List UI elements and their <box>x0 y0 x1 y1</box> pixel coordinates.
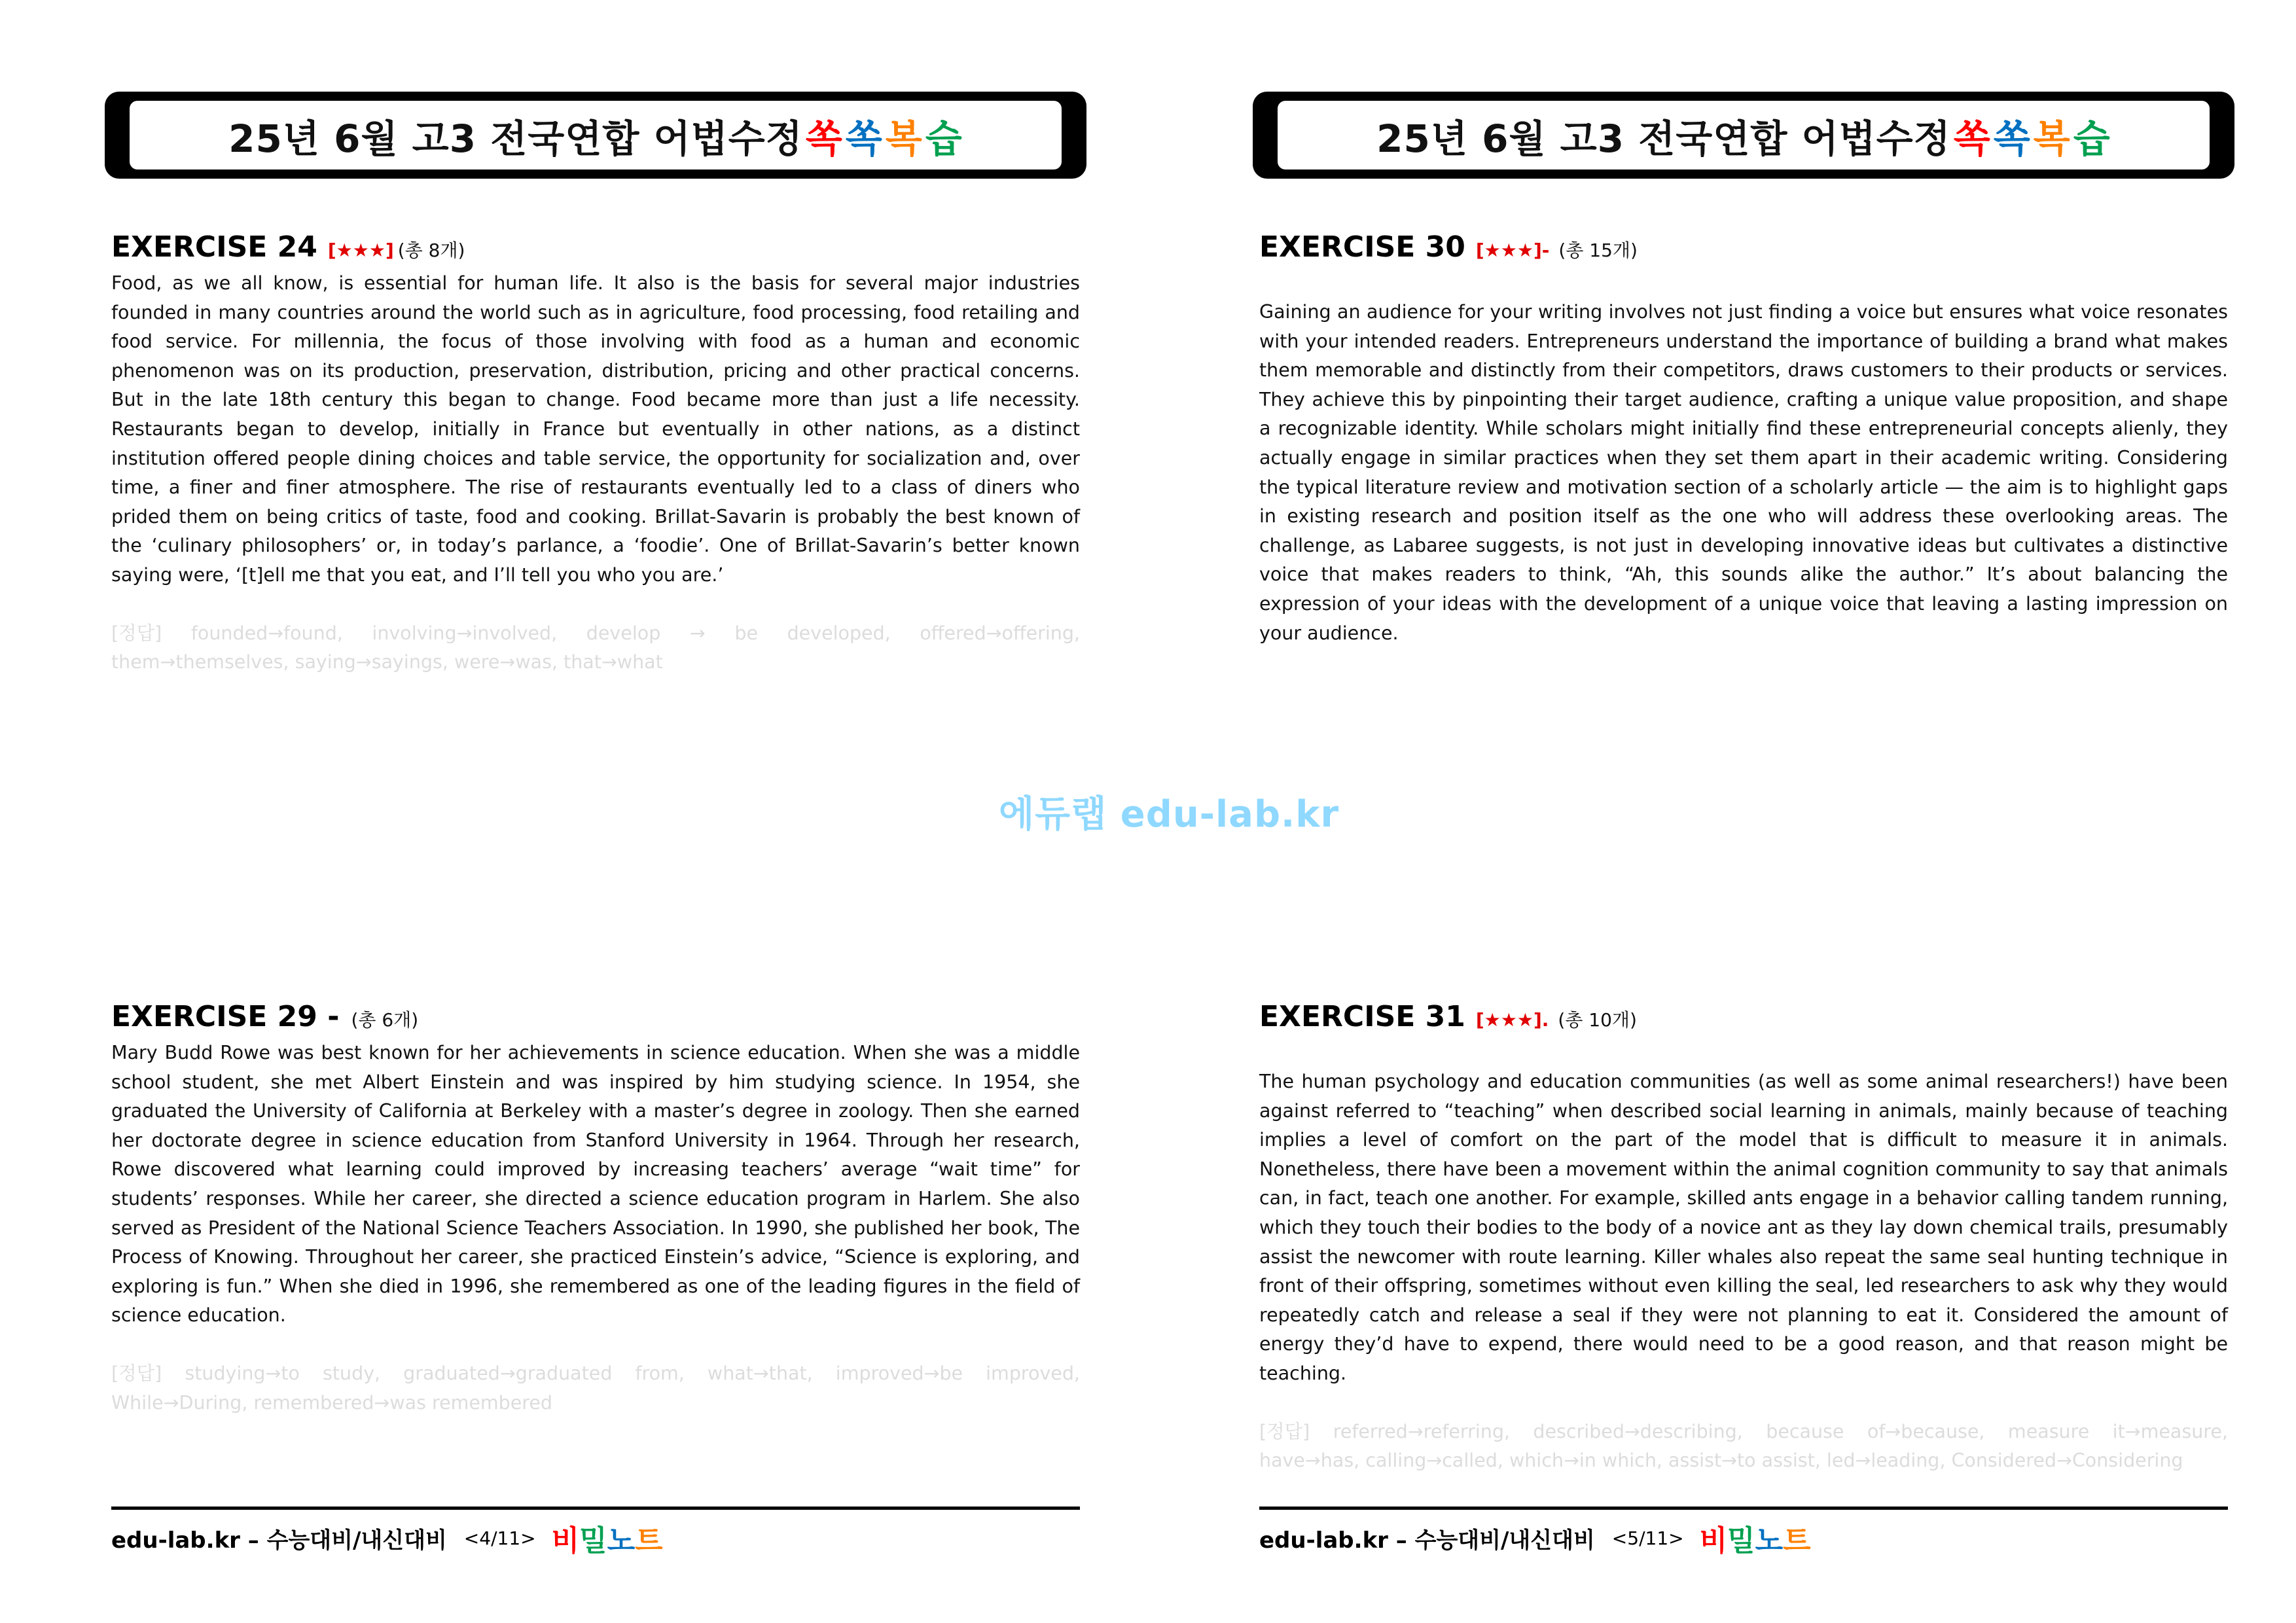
exercise-title: EXERCISE 30 <box>1259 230 1465 264</box>
exercise-header <box>111 1000 1080 1033</box>
exercise-passage: Food, as we all know, is essential for human life. It also is the basis for several major industries founded in many countries around the world such as in agriculture, food processing, food retailing and food service. For millennia, the focus of those involving with food as a human and economic phenomenon was on its production, preservation, distribution, pricing and other practical concerns. But in the late 18th century this began to change. Food became more than just a life necessity. Restaurants began to develop, initially in France but eventually in other nations, as a distinct institution offered people dining choices and table service, the opportunity for socialization and, over time, a finer and finer atmosphere. The rise of restaurants eventually led to a class of diners who prided them on being critics of taste, food and cooking. Brillat-Savarin is probably the best known of the ‘culinary philosophers’ or, in today’s parlance, a ‘foodie’. One of Brillat-Savarin’s better known saying were, ‘[t]ell me that you eat, and I’ll tell you who you are.’ <box>111 272 1080 586</box>
exercise-title: EXERCISE 29 - <box>111 1000 340 1033</box>
header-highlight-char: 쏙 <box>1993 116 2031 161</box>
note-char: 밀 <box>1727 1524 1755 1558</box>
footer-divider <box>111 1507 1080 1510</box>
exercise-header <box>1259 230 2228 264</box>
page-number: <4/11> <box>463 1527 536 1549</box>
footer-site-label: edu-lab.kr – 수능대비/내신대비 <box>111 1527 447 1554</box>
exercise-29 <box>111 1000 1080 1418</box>
page-header-title <box>130 101 1062 169</box>
exercise-header <box>111 230 1080 264</box>
difficulty-stars: [★★★]- <box>1475 240 1550 261</box>
page-header-banner <box>1253 92 2234 179</box>
footer-divider <box>1259 1507 2228 1510</box>
header-highlight-char: 쏙 <box>1953 116 1991 161</box>
exercise-30 <box>1259 230 2228 648</box>
exercise-31 <box>1259 1000 2228 1476</box>
note-char: 트 <box>1783 1524 1811 1558</box>
header-highlight-char: 복 <box>2033 116 2071 161</box>
header-title-text: 25년 6월 고3 전국연합 어법수정 <box>228 116 803 161</box>
exercise-passage: Mary Budd Rowe was best known for her achievements in science education. When she was a middle school student, she met Albert Einstein and was inspired by him studying science. In 1954, she graduated the University of California at Berkeley with a master’s degree in zoology. Then she earned her doctorate degree in science education from Stanford University in 1964. Through her research, Rowe discovered what learning could improved by increasing teachers’ average “wait time” for students’ responses. While her career, she directed a science education program in Harlem. She also served as President of the National Science Teachers Association. In 1990, she published her book, The Process of Knowing. Throughout her career, she practiced Einstein’s advice, “Science is exploring, and exploring is fun.” When she died in 1996, she remembered as one of the leading figures in the field of science education. <box>111 1042 1080 1327</box>
difficulty-stars: [★★★] <box>327 240 394 261</box>
page-footer <box>111 1518 1080 1558</box>
note-char: 트 <box>635 1524 663 1558</box>
note-char: 노 <box>1755 1524 1784 1558</box>
note-char: 노 <box>607 1524 636 1558</box>
header-title-text: 25년 6월 고3 전국연합 어법수정 <box>1376 116 1951 161</box>
difficulty-stars: [★★★]. <box>1475 1009 1549 1031</box>
error-count: (총 8개) <box>397 240 465 261</box>
page-header-title <box>1278 101 2210 169</box>
site-watermark: 에듀랩 edu-lab.kr <box>999 793 1340 836</box>
exercise-24 <box>111 230 1080 677</box>
header-highlight-char: 습 <box>2073 116 2111 161</box>
note-char: 비 <box>551 1524 580 1558</box>
exercise-passage: The human psychology and education communities (as well as some animal researchers!) have been against referred to “teaching” when described social learning in animals, mainly because of teaching implies a level of comfort on the part of the model that is difficult to measure it in animals. Nonetheless, there have been a movement within the animal cognition community to say that animals can, in fact, teach one another. For example, skilled ants engage in a behavior calling tandem running, which they touch their bodies to the body of a novice ant as they lay down chemical trails, presumably assist the newcomer with route learning. Killer whales also repeat the same seal hunting technique in front of their offspring, sometimes without even killing the seal, led researchers to ask why they would repeatedly catch and release a seal if they were not planning to eat it. Considered the amount of energy they’d have to expend, there would need to be a good reason, and that reason might be teaching. <box>1259 1071 2228 1384</box>
note-char: 비 <box>1699 1524 1728 1558</box>
header-highlight-char: 복 <box>885 116 923 161</box>
note-char: 밀 <box>579 1524 607 1558</box>
exercise-title: EXERCISE 31 <box>1259 1000 1465 1033</box>
exercise-title: EXERCISE 24 <box>111 230 317 264</box>
answer-key: [정답] founded→found, involving→involved, develop → be developed, offered→offering, them→themselves, saying→sayings, were→was, that→what <box>111 622 1080 673</box>
secret-note-label <box>1700 1517 1811 1559</box>
error-count: (총 15개) <box>1558 240 1638 261</box>
page-footer <box>1259 1518 2228 1558</box>
error-count: (총 6개) <box>351 1009 419 1031</box>
exercise-passage: Gaining an audience for your writing involves not just finding a voice but ensures what voice resonates with your intended readers. Entrepreneurs understand the importance of building a brand what makes them memorable and distinctly from their competitors, draws customers to their products or services. They achieve this by pinpointing their target audience, crafting a unique value proposition, and shape a recognizable identity. While scholars might initially find these entrepreneurial concepts alienly, they actually engage in similar practices when they set them apart in their academic writing. Considering the typical literature review and motivation section of a scholarly article — the aim is to highlight gaps in existing research and position itself as the one who will address these overlooking areas. The challenge, as Labaree suggests, is not just in developing innovative ideas but cultivates a distinctive voice that makes readers to think, “Ah, this sounds alike the author.” It’s about balancing the expression of your ideas with the development of a unique voice that leaving a lasting impression on your audience. <box>1259 301 2228 644</box>
error-count: (총 10개) <box>1558 1009 1637 1031</box>
answer-key: [정답] referred→referring, described→describing, because of→because, measure it→measure, have→has, calling→called, which→in which, assist→to assist, led→leading, Considered→Considering <box>1259 1420 2228 1472</box>
header-highlight-char: 쏙 <box>805 116 843 161</box>
page-number: <5/11> <box>1611 1527 1684 1549</box>
answer-key: [정답] studying→to study, graduated→graduated from, what→that, improved→be improved, While→During, remembered→was remembered <box>111 1362 1080 1414</box>
header-highlight-char: 습 <box>925 116 963 161</box>
footer-site-label: edu-lab.kr – 수능대비/내신대비 <box>1259 1527 1595 1554</box>
secret-note-label <box>552 1517 663 1559</box>
header-highlight-char: 쏙 <box>845 116 883 161</box>
page-header-banner <box>105 92 1086 179</box>
exercise-header <box>1259 1000 2228 1033</box>
